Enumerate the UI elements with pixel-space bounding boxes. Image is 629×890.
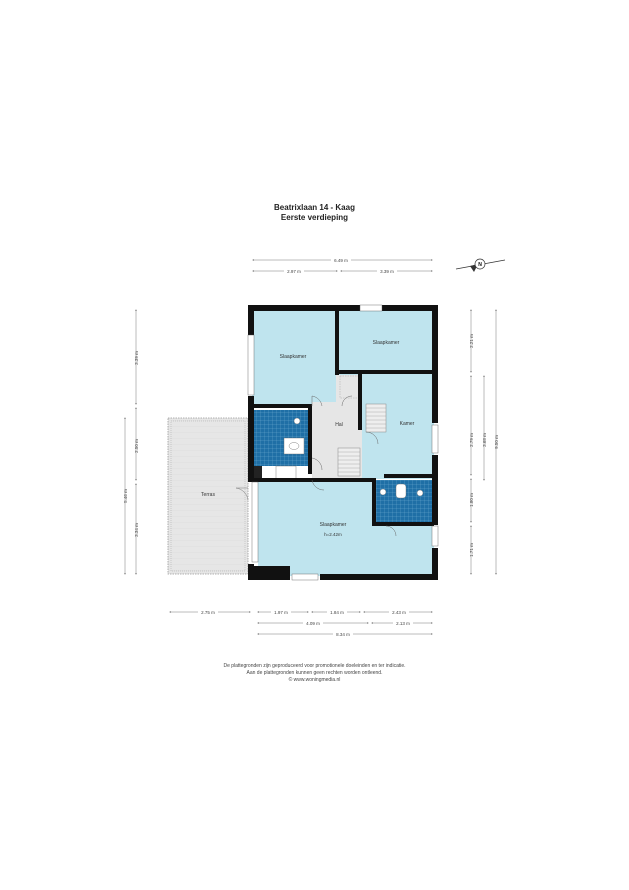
- north-arrow-icon: [456, 259, 505, 272]
- disclaimer-line-2: Aan de plattegronden kunnen geen rechten worden ontleend.: [246, 670, 383, 676]
- dim-right-3: 1.80 m: [469, 493, 474, 507]
- ceiling-height-label: h=2.42m: [324, 532, 342, 537]
- room-label-hal: Hal: [335, 422, 343, 428]
- room-label-slaapkamer: Slaapkamer: [279, 354, 307, 360]
- room-fills: [252, 310, 434, 576]
- room-label-kamer: Kamer: [399, 421, 415, 427]
- room-label-slaapkamer: Slaapkamer: [372, 340, 400, 346]
- sink-icon: [417, 490, 423, 496]
- room-label-terras: Terras: [201, 492, 215, 498]
- dim-top-right: 3.39 m: [380, 269, 394, 274]
- dim-left-terrace: 5.46 m: [123, 489, 128, 503]
- dim-bottom-3: 1.84 m: [330, 610, 344, 615]
- dim-left-upper: 3.39 m: [134, 351, 139, 365]
- dim-right-2: 2.79 m: [469, 433, 474, 447]
- shower-drain-icon: [380, 489, 386, 495]
- dim-bottom-4: 2.43 m: [392, 610, 406, 615]
- disclaimer-line-1: De plattegronden zijn geproduceerd voor promotionele doeleinden en ter indicatie.: [223, 663, 406, 669]
- plan-title: Beatrixlaan 14 - Kaag: [274, 203, 355, 212]
- room-label-slaapkamer: Slaapkamer: [319, 522, 347, 528]
- plan-subtitle: Eerste verdieping: [280, 213, 349, 222]
- compass-label: N: [478, 262, 482, 268]
- toilet-icon: [396, 484, 406, 498]
- dim-bottom-1: 2.75 m: [201, 610, 215, 615]
- toilet-icon: [294, 418, 300, 424]
- dim-left-lower: 3.34 m: [134, 523, 139, 537]
- cabinet-icon: [276, 466, 296, 479]
- dim-bottom-2: 1.97 m: [274, 610, 288, 615]
- dim-right-span: 3.68 m: [482, 433, 487, 447]
- dim-left-middle: 2.50 m: [134, 439, 139, 453]
- dim-right-1: 2.21 m: [469, 334, 474, 348]
- dim-bottom-total: 8.34 m: [336, 632, 350, 637]
- dim-top-total: 6.49 m: [334, 258, 348, 263]
- dim-top-left: 2.97 m: [287, 269, 301, 274]
- dim-right-total: 9.50 m: [494, 435, 499, 449]
- dim-right-4: 1.71 m: [469, 543, 474, 557]
- dim-bottom-6: 2.13 m: [396, 621, 410, 626]
- copyright-line: © www.woningmedia.nl: [288, 677, 341, 683]
- dim-bottom-5: 4.09 m: [306, 621, 320, 626]
